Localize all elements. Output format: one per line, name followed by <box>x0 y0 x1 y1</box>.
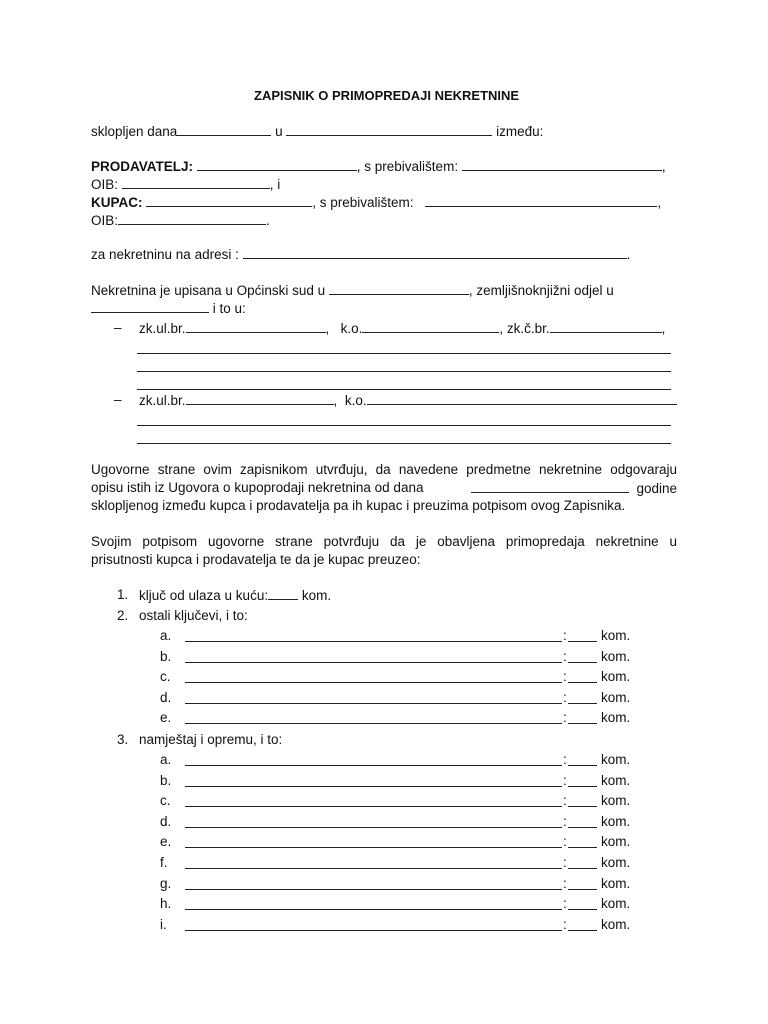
colon: : <box>563 772 567 788</box>
colon: : <box>563 669 567 685</box>
item-description-field[interactable] <box>185 703 562 704</box>
colon: : <box>563 710 567 726</box>
ko-field-2[interactable] <box>367 391 677 405</box>
item-description-field[interactable] <box>185 723 562 724</box>
dash-bullet: – <box>114 392 122 407</box>
contract-date-line <box>91 122 543 141</box>
ko-field-1[interactable] <box>362 319 499 333</box>
seller-label: PRODAVATELJ: <box>91 159 194 174</box>
blank-line[interactable] <box>137 371 671 372</box>
quantity-field[interactable] <box>568 641 597 642</box>
unit-label: kom. <box>601 834 631 850</box>
unit-label: kom. <box>601 648 631 664</box>
quantity-field[interactable] <box>568 868 597 869</box>
colon: : <box>563 752 567 767</box>
item-description-field[interactable] <box>185 847 562 848</box>
colon: : <box>563 689 567 705</box>
colon: : <box>563 896 567 912</box>
seller-oib-label: OIB: <box>91 177 119 192</box>
paragraph-1-line-2: opisu istih iz Ugovora o kupoprodaji nekretnina od dana godine <box>91 480 677 496</box>
quantity-field[interactable] <box>568 786 597 787</box>
colon: : <box>563 628 567 643</box>
buyer-line: KUPAC: , s prebivalištem: , <box>91 195 662 210</box>
item-description-field[interactable] <box>185 909 562 910</box>
blank-line[interactable] <box>137 389 671 390</box>
unit-label: kom. <box>601 752 631 767</box>
item-description-field[interactable] <box>185 868 562 869</box>
sub-item-letter: c. <box>160 793 171 809</box>
court-field[interactable] <box>329 281 469 295</box>
list-number: 1. <box>117 587 129 602</box>
blank-line[interactable] <box>137 425 671 426</box>
sub-item-letter: g. <box>160 875 172 891</box>
address-line: za nekretninu na adresi : . <box>91 247 631 262</box>
quantity-field[interactable] <box>568 827 597 828</box>
sub-item-letter: b. <box>160 772 172 788</box>
place-label: u <box>275 124 283 139</box>
paragraph-2-line-1: Svojim potpisom ugovorne strane potvrđuju da je obavljena primopredaja nekretnine u <box>91 534 677 549</box>
unit-label: kom. <box>601 669 631 685</box>
buyer-residence-label: , s prebivalištem: <box>312 195 414 210</box>
quantity-field[interactable] <box>568 806 597 807</box>
paragraph-1-line-1: Ugovorne strane ovim zapisnikom utvrđuju, da navedene predmetne nekretnine odgovaraju <box>91 462 677 477</box>
colon: : <box>563 916 567 932</box>
land-registry-label: , zemljišnoknjižni odjel u <box>468 283 614 298</box>
land-registry-field-2[interactable] <box>91 299 209 313</box>
sub-item-letter: c. <box>160 669 171 685</box>
blank-line[interactable] <box>137 443 671 444</box>
registration-item-1-fields: zk.ul.br. , k.o. , zk.č.br. , <box>139 321 666 336</box>
item-description-field[interactable] <box>185 930 562 931</box>
registration-line-1 <box>91 281 628 300</box>
purchase-contract-date-field[interactable] <box>471 479 629 493</box>
list-item-3: namještaj i opremu, i to: <box>139 732 283 747</box>
item-description-field[interactable] <box>185 889 562 890</box>
item-description-field[interactable] <box>185 682 562 683</box>
key-count-field[interactable] <box>268 586 298 600</box>
registration-item-2 <box>114 391 122 409</box>
unit-label: kom. <box>601 628 631 643</box>
page-title: ZAPISNIK O PRIMOPREDAJI NEKRETNINE <box>254 88 520 103</box>
sub-item-letter: e. <box>160 710 172 726</box>
list-item-1: ključ od ulaza u kuću: kom. <box>139 588 332 603</box>
dash-bullet: – <box>114 320 122 335</box>
unit-label: kom. <box>601 813 631 829</box>
paragraph-2-line-2: prisutnosti kupca i prodavatelja te da je kupac preuzeo: <box>91 552 421 567</box>
list-number: 3. <box>117 732 129 747</box>
land-registry-field[interactable] <box>618 282 628 295</box>
sub-item-letter: a. <box>160 752 172 767</box>
court-label: Nekretnina je upisana u Općinski sud u <box>91 283 326 298</box>
colon: : <box>563 834 567 850</box>
unit-label: kom. <box>601 916 631 932</box>
colon: : <box>563 855 567 870</box>
registration-item-1 <box>114 319 122 337</box>
quantity-field[interactable] <box>568 889 597 890</box>
blank-line[interactable] <box>137 353 671 354</box>
item-description-field[interactable] <box>185 662 562 663</box>
quantity-field[interactable] <box>568 662 597 663</box>
colon: : <box>563 648 567 664</box>
unit-label: kom. <box>601 875 631 891</box>
item-description-field[interactable] <box>185 786 562 787</box>
between-label: između: <box>496 124 544 139</box>
buyer-oib-line: OIB: . <box>91 213 270 228</box>
address-field[interactable] <box>243 245 627 259</box>
colon: : <box>563 793 567 809</box>
unit-label: kom. <box>601 793 631 809</box>
unit-label: kom. <box>601 772 631 788</box>
zk-ul-field-2[interactable] <box>186 391 334 405</box>
buyer-name-field[interactable] <box>146 193 312 207</box>
unit-label: kom. <box>601 689 631 705</box>
colon: : <box>563 813 567 829</box>
quantity-field[interactable] <box>568 703 597 704</box>
quantity-field[interactable] <box>568 723 597 724</box>
unit-label: kom. <box>601 855 631 870</box>
quantity-field[interactable] <box>568 682 597 683</box>
place-field[interactable] <box>286 122 492 136</box>
registration-item-2-fields: zk.ul.br. , k.o. <box>139 391 677 410</box>
paragraph-1-line-3: sklopljenog između kupca i prodavatelja pa ih kupac i preuzima potpisom ovog Zapisnika. <box>91 498 626 513</box>
date-label: sklopljen dana <box>91 124 178 139</box>
unit-label: kom. <box>601 710 631 726</box>
sub-item-letter: i. <box>160 916 167 932</box>
sub-item-letter: d. <box>160 813 172 829</box>
list-number: 2. <box>117 608 129 623</box>
seller-residence-label: , s prebivalištem: <box>356 159 459 174</box>
quantity-field[interactable] <box>568 765 597 766</box>
quantity-field[interactable] <box>568 909 597 910</box>
quantity-field[interactable] <box>568 847 597 848</box>
item-description-field[interactable] <box>185 827 562 828</box>
list-item-2: ostali ključevi, i to: <box>139 608 248 623</box>
unit-label: kom. <box>601 896 631 912</box>
address-label: za nekretninu na adresi : <box>91 247 239 262</box>
sub-item-letter: a. <box>160 628 172 643</box>
sub-item-letter: f. <box>160 855 168 870</box>
seller-oib-line: OIB: , i <box>91 177 281 192</box>
seller-residence-field[interactable] <box>462 157 662 171</box>
zk-ul-field-1[interactable] <box>186 319 326 333</box>
buyer-oib-label: OIB: <box>91 213 119 228</box>
item-description-field[interactable] <box>185 641 562 642</box>
seller-oib-field[interactable] <box>122 175 270 189</box>
buyer-label: KUPAC: <box>91 195 143 210</box>
date-field[interactable] <box>177 122 271 136</box>
item-description-field[interactable] <box>185 806 562 807</box>
sub-item-letter: h. <box>160 896 172 912</box>
sub-item-letter: e. <box>160 834 172 850</box>
buyer-residence-field[interactable] <box>425 193 657 207</box>
registration-line-2: i to u: <box>91 299 246 318</box>
quantity-field[interactable] <box>568 930 597 931</box>
sub-item-letter: d. <box>160 689 172 705</box>
sub-item-letter: b. <box>160 648 172 664</box>
seller-name-field[interactable] <box>197 157 357 171</box>
seller-line: PRODAVATELJ: , s prebivalištem: , <box>91 159 666 174</box>
item-description-field[interactable] <box>185 765 562 766</box>
zk-cestica-field-1[interactable] <box>550 319 662 333</box>
colon: : <box>563 875 567 891</box>
buyer-oib-field[interactable] <box>118 211 266 225</box>
